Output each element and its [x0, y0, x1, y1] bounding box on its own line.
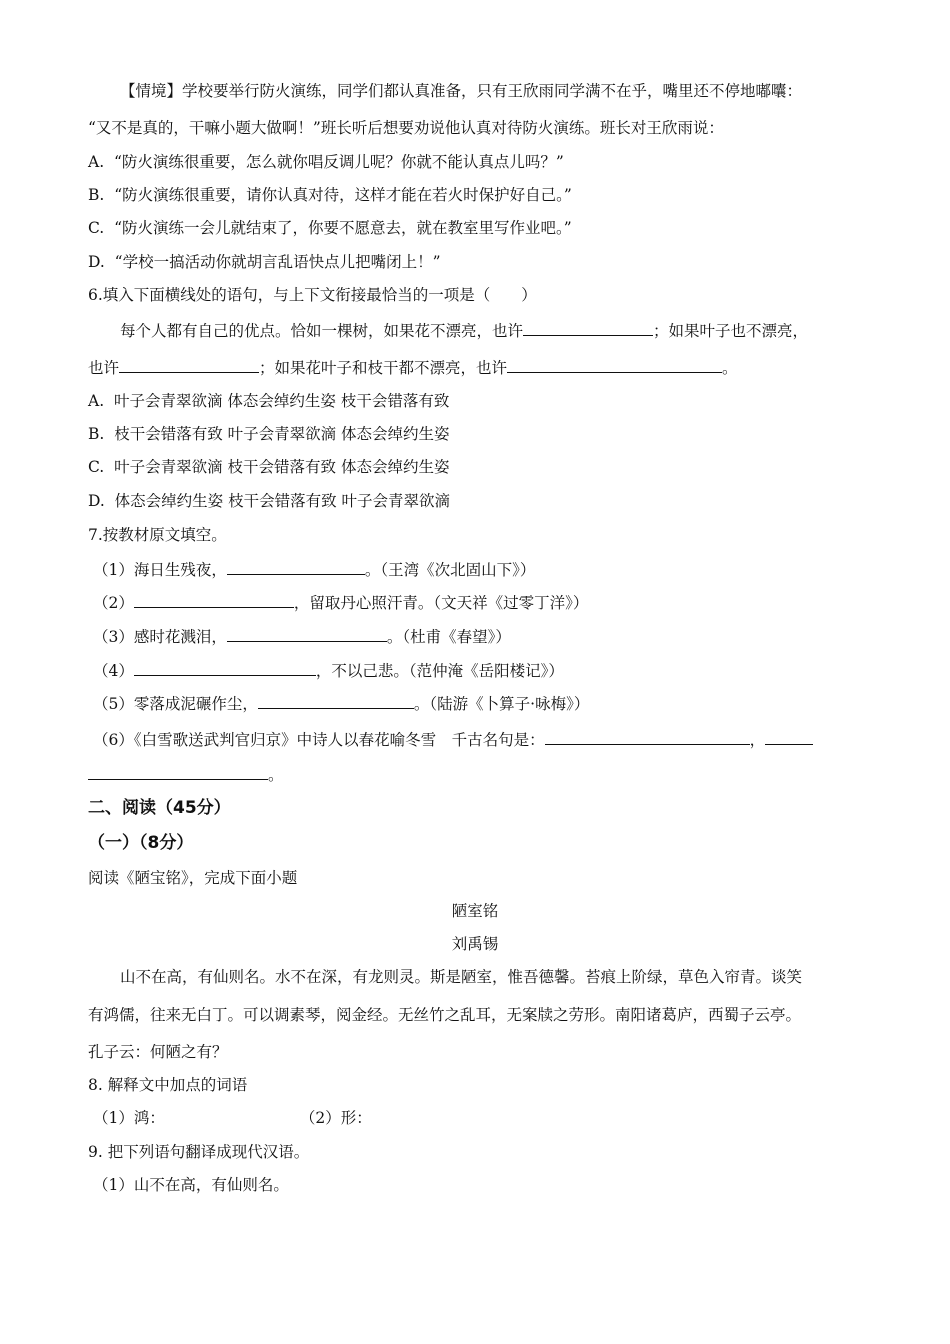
- fill-blank[interactable]: [545, 730, 750, 745]
- option-text: 叶子会青翠欲滴 体态会绰约生姿 枝干会错落有致: [113, 392, 450, 410]
- item-text: 零落成泥碾作尘，: [133, 695, 258, 713]
- q6-passage-text: 也许: [88, 359, 120, 377]
- q7-item-1: [93, 559, 864, 581]
- q6-passage-line-1: [120, 320, 864, 342]
- poem-line-3: 孔子云：何陋之有？: [88, 1043, 228, 1061]
- option-label: D.: [88, 492, 105, 510]
- option-text: “学校一搞活动你就胡言乱语快点儿把嘴闭上！”: [114, 253, 441, 271]
- option-label: D.: [88, 253, 105, 271]
- option-text: “防火演练很重要，怎么就你唱反调儿呢？你就不能认真点儿吗？”: [113, 153, 564, 171]
- item-number: （4）: [93, 662, 134, 680]
- scenario-text-1: 学校要举行防火演练，同学们都认真准备，只有王欣雨同学满不在乎，嘴里还不停地嘟囔：: [182, 82, 803, 100]
- q6-passage-text: 。: [722, 359, 738, 377]
- scenario-line-2: “又不是真的，干嘛小题大做啊！”班长听后想要劝说他认真对待防火演练。班长对王欣雨说：: [88, 119, 724, 137]
- option-label: A.: [88, 153, 105, 171]
- fill-blank[interactable]: [119, 358, 259, 373]
- q7-item-4: [93, 660, 864, 682]
- section-heading: 二、阅读（45分）: [88, 798, 231, 818]
- item-number: （3）: [93, 628, 134, 646]
- item-text: 感时花溅泪，: [133, 628, 227, 646]
- scenario-line-1: [120, 80, 864, 102]
- q6-passage-text: ；如果花叶子和枝干都不漂亮，也许: [259, 359, 508, 377]
- q6-passage-line-2: [88, 357, 864, 379]
- scenario-option-d: [88, 251, 864, 273]
- q8-item-1: （1）鸿：: [93, 1109, 165, 1127]
- item-number: （6）: [93, 731, 134, 749]
- fill-blank[interactable]: [88, 765, 268, 780]
- fill-blank[interactable]: [227, 560, 365, 575]
- item-text: 。（陆游《卜算子·咏梅》）: [413, 695, 590, 713]
- q6-title: 6.填入下面横线处的语句，与上下文衔接最恰当的一项是（ ）: [88, 286, 537, 304]
- option-text: “防火演练一会儿就结束了，你要不愿意去，就在教室里写作业吧。”: [114, 219, 572, 237]
- scenario-option-a: [88, 151, 864, 173]
- item-text: 。（王湾《次北固山下》）: [364, 561, 536, 579]
- section-part-heading: （一）（8分）: [88, 833, 194, 853]
- option-label: B.: [88, 186, 105, 204]
- q9-item-1: （1）山不在高，有仙则名。: [93, 1176, 289, 1194]
- option-label: C.: [88, 219, 105, 237]
- fill-blank[interactable]: [227, 627, 387, 642]
- item-text: 。（杜甫《春望》）: [386, 628, 511, 646]
- item-text: 。: [268, 766, 284, 784]
- q8-items: [93, 1107, 864, 1129]
- item-number: （1）: [93, 561, 134, 579]
- q7-item-3: [93, 626, 864, 648]
- item-number: （2）: [93, 594, 134, 612]
- item-text: 海日生残夜，: [133, 561, 227, 579]
- item-number: （5）: [93, 695, 134, 713]
- poem-line-2: 有鸿儒，往来无白丁。可以调素琴，阅金经。无丝竹之乱耳，无案牍之劳形。南阳诸葛庐，西蜀子云亭。: [88, 1006, 802, 1024]
- reading-intro: 阅读《陋宝铭》，完成下面小题: [88, 869, 298, 887]
- q9-title: 9. 把下列语句翻译成现代汉语。: [88, 1143, 310, 1161]
- item-text: ，: [749, 731, 766, 749]
- fill-blank[interactable]: [765, 730, 813, 745]
- item-text: ，留取丹心照汗青。（文天祥《过零丁洋》）: [293, 594, 589, 612]
- q8-item-2: （2）形：: [299, 1109, 372, 1127]
- poem-title: 陋室铭: [451, 902, 499, 920]
- scenario-tag: 【情境】: [120, 82, 183, 100]
- option-text: 叶子会青翠欲滴 枝干会错落有致 体态会绰约生姿: [114, 458, 450, 476]
- q6-option-b: [88, 423, 864, 445]
- item-text: 《白雪歌送武判官归京》中诗人以春花喻冬雪 千古名句是：: [133, 731, 545, 749]
- q6-option-c: [88, 456, 864, 478]
- option-text: 枝干会错落有致 叶子会青翠欲滴 体态会绰约生姿: [114, 425, 450, 443]
- option-label: C.: [88, 458, 105, 476]
- poem-line-1: 山不在高，有仙则名。水不在深，有龙则灵。斯是陋室，惟吾德馨。苔痕上阶绿，草色入帘青。谈笑: [120, 968, 803, 986]
- option-label: B.: [88, 425, 105, 443]
- q7-item-5: [93, 693, 864, 715]
- q6-passage-text: ；如果叶子也不漂亮，: [653, 322, 809, 340]
- option-text: “防火演练很重要，请你认真对待，这样才能在若火时保护好自己。”: [114, 186, 572, 204]
- q7-item-6-continued: [88, 764, 864, 786]
- scenario-option-b: [88, 184, 864, 206]
- q6-passage-text: 每个人都有自己的优点。恰如一棵树，如果花不漂亮，也许: [120, 322, 524, 340]
- option-label: A.: [88, 392, 105, 410]
- q7-item-6: [93, 729, 864, 751]
- fill-blank[interactable]: [258, 694, 414, 709]
- fill-blank[interactable]: [134, 593, 294, 608]
- fill-blank[interactable]: [134, 661, 316, 676]
- fill-blank[interactable]: [507, 358, 722, 373]
- q6-option-a: [88, 390, 864, 412]
- q7-title: 7.按教材原文填空。: [88, 526, 227, 544]
- q8-title: 8. 解释文中加点的词语: [88, 1076, 248, 1094]
- scenario-option-c: [88, 217, 864, 239]
- poem-author: 刘禹锡: [451, 935, 499, 953]
- option-text: 体态会绰约生姿 枝干会错落有致 叶子会青翠欲滴: [114, 492, 451, 510]
- item-text: ，不以己悲。（范仲淹《岳阳楼记》）: [315, 662, 564, 680]
- q6-option-d: [88, 490, 864, 512]
- fill-blank[interactable]: [523, 321, 653, 336]
- q7-item-2: [93, 592, 864, 614]
